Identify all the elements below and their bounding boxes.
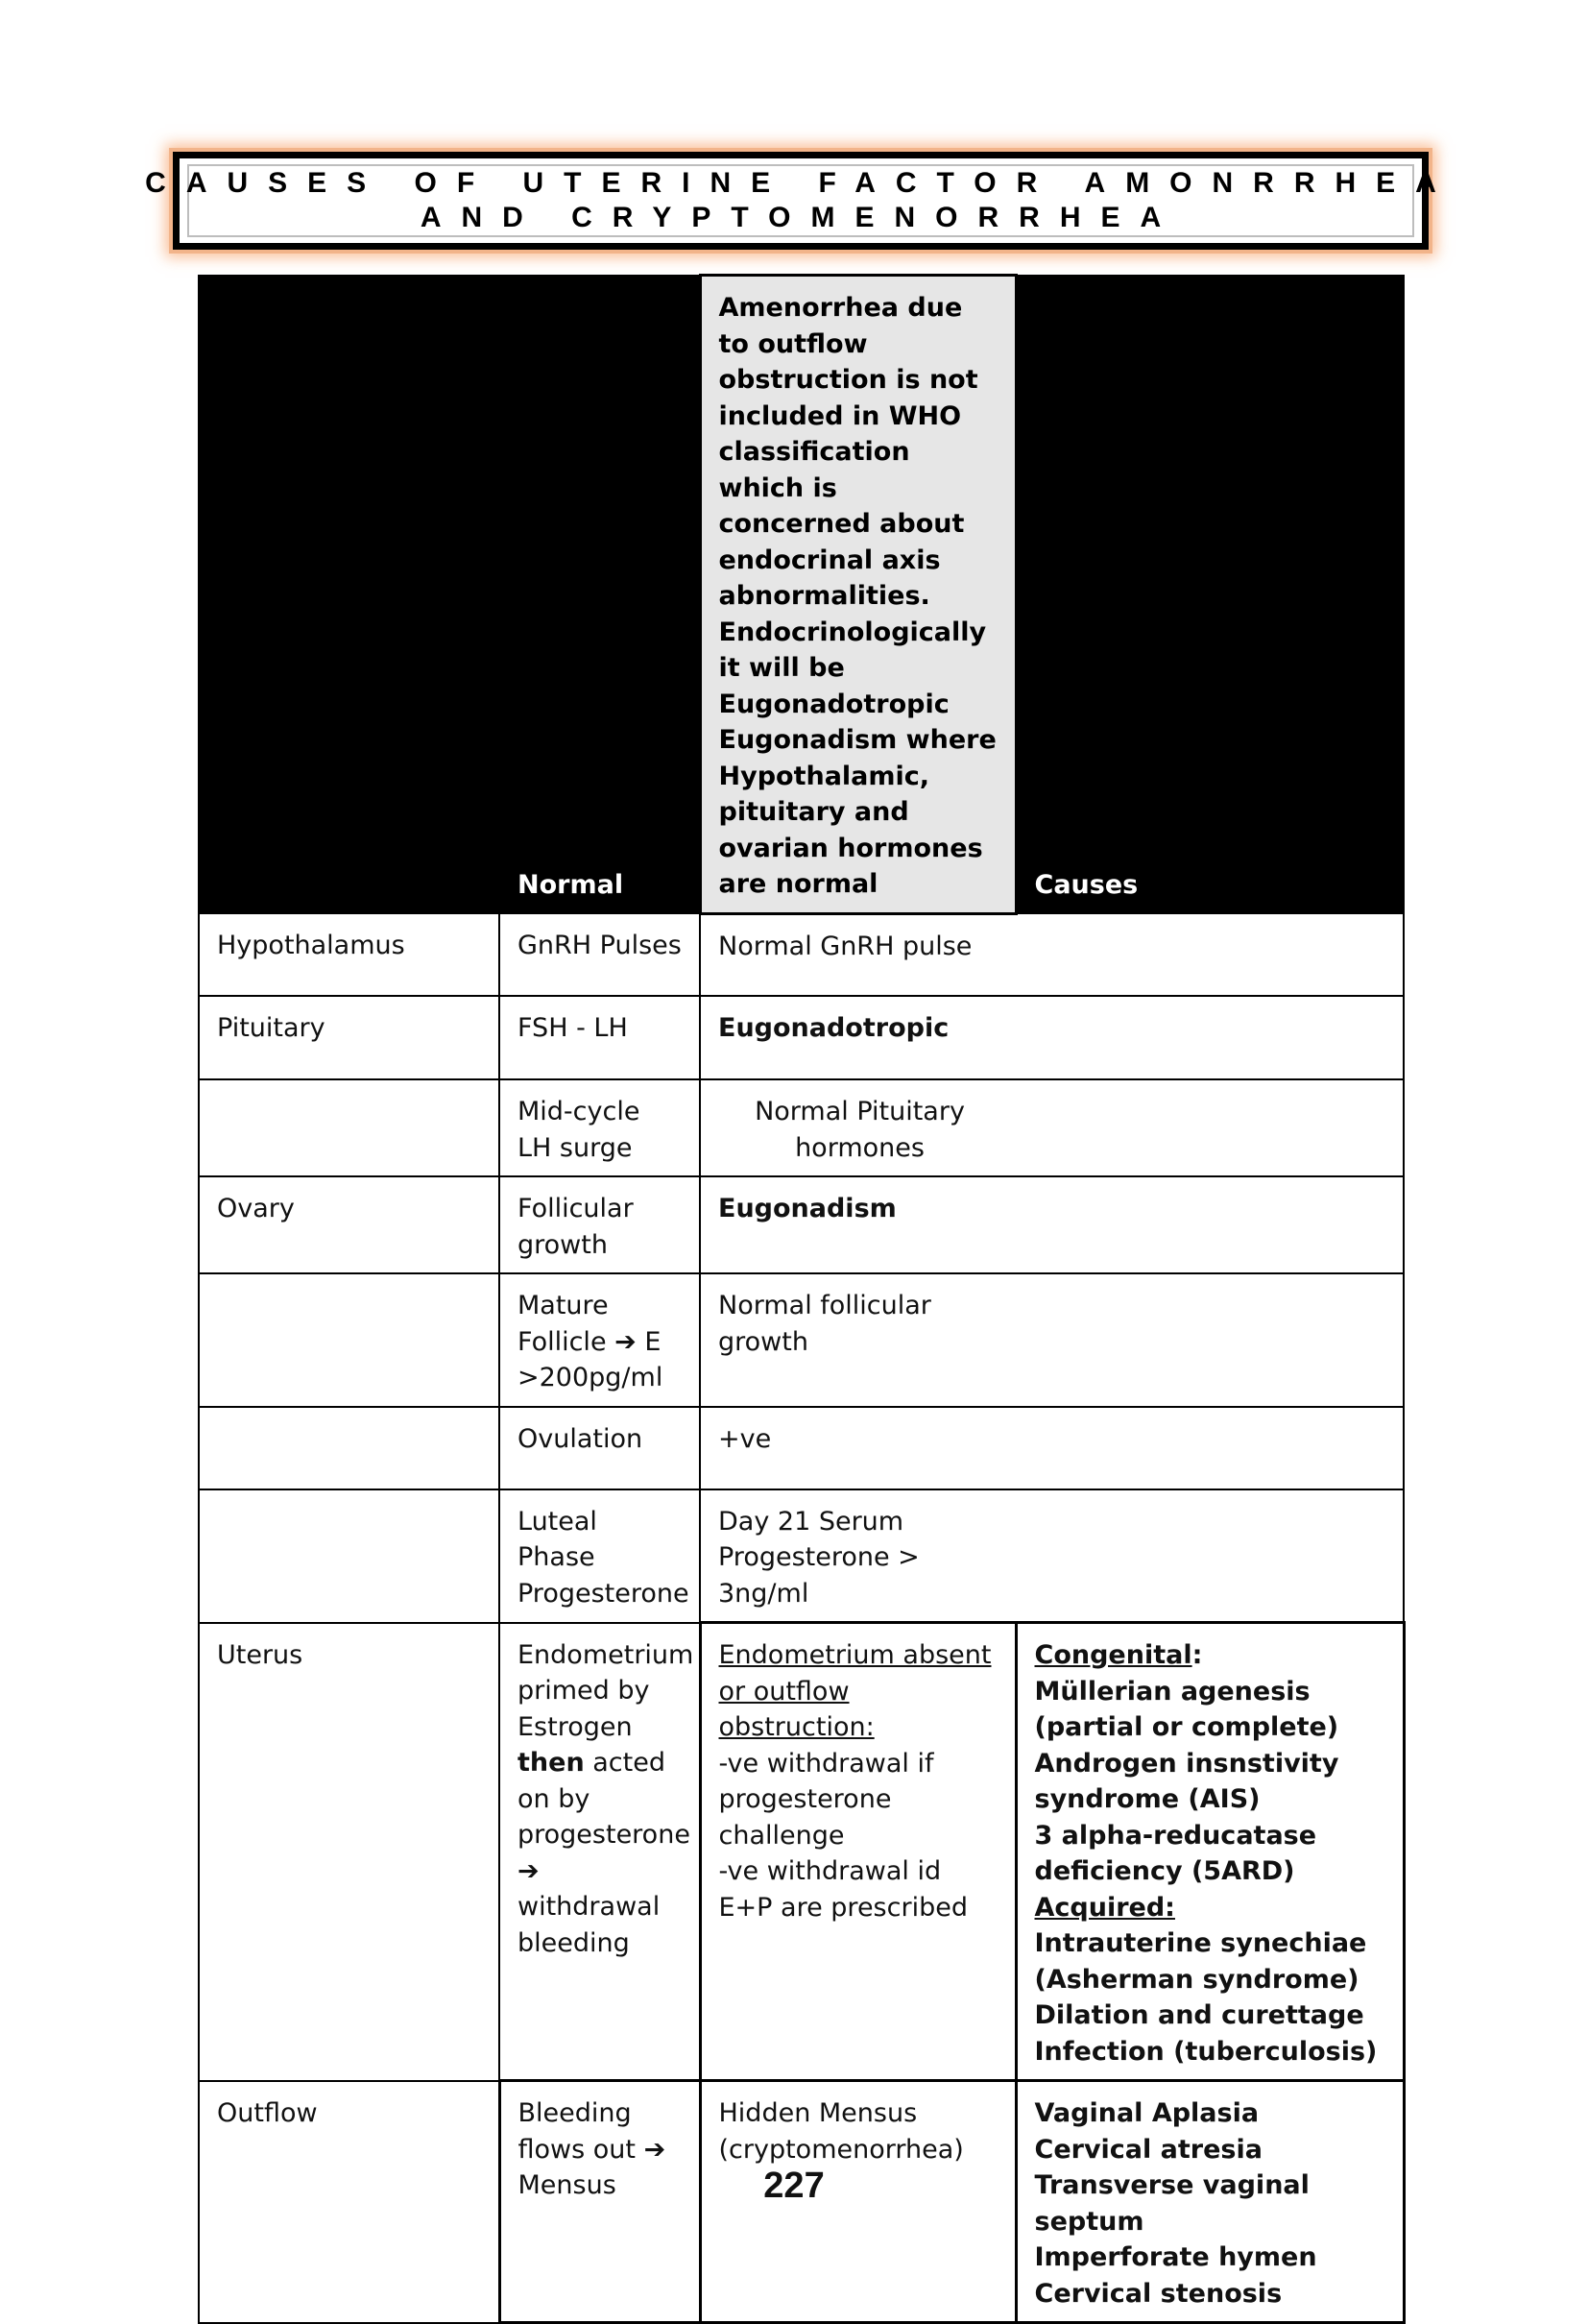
cause-item: Infection (tuberculosis)	[1034, 2036, 1378, 2067]
cause-item: Transverse vaginal septum	[1034, 2170, 1310, 2237]
header-causes: Causes	[1016, 276, 1404, 914]
finding-text: Day 21 Serum Progesterone > 3ng/ml	[718, 1506, 920, 1609]
normal-cell: GnRH Pulses	[499, 913, 700, 996]
normal-text-bold: then	[517, 1748, 585, 1778]
finding-heading: Endometrium absent or outflow obstruction:	[718, 1640, 992, 1742]
finding-cell: Eugonadotropic	[700, 996, 1404, 1079]
finding-cell	[700, 1273, 1404, 1407]
table-row-ovary	[199, 1176, 1404, 1273]
finding-line: Normal Pituitary	[755, 1097, 965, 1126]
normal-text: acted on by progesterone	[517, 1748, 690, 1850]
cause-item: Cervical atresia	[1034, 2134, 1263, 2165]
normal-text: Endometrium primed by Estrogen	[517, 1639, 694, 1742]
cause-item: Vaginal Aplasia	[1034, 2098, 1260, 2128]
normal-cell	[499, 1623, 700, 2081]
finding-line: -ve withdrawal id E+P are prescribed	[718, 1856, 968, 1923]
finding-cell	[700, 1623, 1016, 2081]
congenital-label: Congenital	[1034, 1640, 1192, 1670]
table-row-hypothalamus	[199, 913, 1404, 996]
cause-item: Cervical stenosis	[1034, 2278, 1283, 2309]
congenital-heading	[1035, 1637, 1385, 1674]
cause-item: Müllerian agenesis (partial or complete)	[1034, 1676, 1339, 1742]
finding-cell	[700, 1489, 1404, 1623]
organ-cell: Ovary	[199, 1176, 499, 1273]
table-row-lh-surge	[199, 1079, 1404, 1176]
colon: :	[1191, 1640, 1203, 1670]
normal-cell: Mid-cycle LH surge	[499, 1079, 700, 1176]
title-inner-frame	[145, 164, 1456, 237]
organ-cell: Pituitary	[199, 996, 499, 1079]
title-box	[145, 152, 1456, 250]
amenorrhea-causes-table	[198, 274, 1406, 2324]
cause-item: Androgen insnstivity syndrome (AIS)	[1034, 1748, 1339, 1814]
table-row-uterus	[199, 1623, 1404, 2081]
cause-item: 3 alpha-reducatase deficiency (5ARD)	[1034, 1820, 1317, 1886]
finding-text: Normal follicular growth	[718, 1291, 931, 1357]
normal-text: E >200pg/ml	[517, 1326, 663, 1392]
page-number: 227	[763, 2166, 825, 2206]
normal-cell: Ovulation	[499, 1407, 700, 1489]
normal-text: Mensus	[517, 2170, 616, 2200]
cause-item: Imperforate hymen	[1034, 2242, 1317, 2272]
organ-cell: Hypothalamus	[199, 913, 499, 996]
acquired-label: Acquired:	[1034, 1892, 1175, 1923]
page-title-line-2: AND CRYPTOMENORRHEA	[420, 202, 1182, 233]
normal-text: Mature Follicle	[517, 1291, 609, 1357]
finding-centered-block	[718, 1094, 1001, 1166]
finding-line: hormones	[795, 1132, 925, 1163]
organ-cell	[199, 1407, 499, 1489]
table-row-ovulation	[199, 1407, 1404, 1489]
finding-cell: Eugonadism	[700, 1176, 1404, 1273]
finding-cell: Normal GnRH pulse	[700, 913, 1404, 996]
normal-cell	[499, 1273, 700, 1407]
table-row-luteal-phase	[199, 1489, 1404, 1623]
normal-text: withdrawal bleeding	[517, 1892, 661, 1958]
organ-cell	[199, 1489, 499, 1623]
table-row-pituitary	[199, 996, 1404, 1079]
finding-line: -ve withdrawal if progesterone challenge	[718, 1748, 934, 1851]
header-organ-cell	[199, 276, 499, 914]
arrow-right-icon: ➔	[517, 1855, 540, 1886]
cause-item: Dilation and curettage	[1034, 2000, 1364, 2030]
table-header-row	[199, 276, 1404, 914]
organ-cell	[199, 1273, 499, 1407]
page-title-line-1: CAUSES OF UTERINE FACTOR AMONRRHEA	[145, 167, 1456, 199]
organ-cell: Outflow	[199, 2081, 499, 2323]
organ-cell	[199, 1079, 499, 1176]
finding-cell: +ve	[700, 1407, 1404, 1489]
normal-cell: FSH - LH	[499, 996, 700, 1079]
normal-cell: Luteal Phase Progesterone	[499, 1489, 700, 1623]
organ-cell: Uterus	[199, 1623, 499, 2081]
finding-cell	[700, 1079, 1404, 1176]
normal-cell: Follicular growth	[499, 1176, 700, 1273]
header-normal: Normal	[499, 276, 700, 914]
cause-item: Intrauterine synechiae (Asherman syndrome)	[1034, 1928, 1367, 1995]
table-row-mature-follicle	[199, 1273, 1404, 1407]
normal-text: Bleeding flows out	[517, 2098, 636, 2165]
header-note: Amenorrhea due to outflow obstruction is not included in WHO classification which is concerned about endocrinal axis abnormalities. Endocrinologically it will be Eugonadotropic Eugonadism where Hypothalamic, pituitary and ovarian hormones are normal	[700, 276, 1016, 914]
arrow-right-icon: ➔	[643, 2134, 666, 2165]
arrow-right-icon: ➔	[614, 1326, 637, 1357]
causes-cell	[1016, 1623, 1404, 2081]
finding-text: Hidden Mensus (cryptomenorrhea)	[718, 2098, 964, 2165]
